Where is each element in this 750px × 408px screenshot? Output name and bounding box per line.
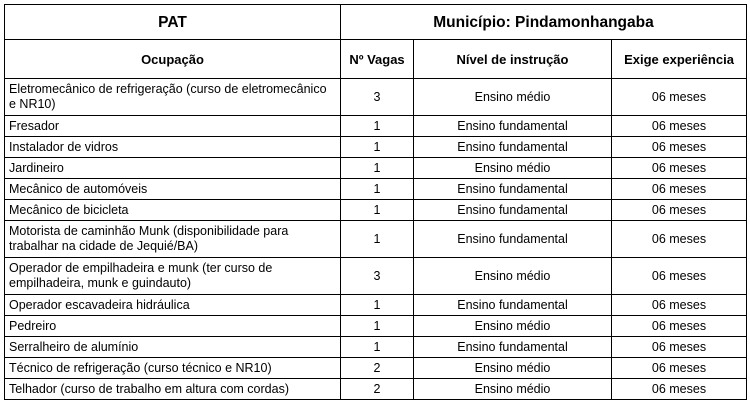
banner-title: PAT [5,5,341,40]
cell-experiencia: 06 meses [612,295,747,316]
table-row [5,116,747,137]
cell-experiencia: 06 meses [612,379,747,400]
cell-ocupacao: Telhador (curso de trabalho em altura com cordas) [5,379,341,400]
cell-vagas: 1 [341,179,414,200]
cell-ocupacao: Pedreiro [5,316,341,337]
cell-experiencia: 06 meses [612,358,747,379]
cell-ocupacao: Operador de empilhadeira e munk (ter curso de empilhadeira, munk e guindauto) [5,258,341,295]
column-header-experiencia: Exige experiência [612,40,747,79]
column-header-nivel: Nível de instrução [414,40,612,79]
cell-vagas: 2 [341,379,414,400]
cell-vagas: 1 [341,316,414,337]
cell-experiencia: 06 meses [612,316,747,337]
cell-ocupacao: Operador escavadeira hidráulica [5,295,341,316]
cell-nivel: Ensino fundamental [414,200,612,221]
cell-experiencia: 06 meses [612,137,747,158]
table-row [5,358,747,379]
cell-vagas: 1 [341,295,414,316]
table-row [5,221,747,258]
cell-ocupacao: Motorista de caminhão Munk (disponibilidade para trabalhar na cidade de Jequié/BA) [5,221,341,258]
cell-experiencia: 06 meses [612,79,747,116]
cell-experiencia: 06 meses [612,337,747,358]
cell-ocupacao: Serralheiro de alumínio [5,337,341,358]
cell-ocupacao: Instalador de vidros [5,137,341,158]
table-row [5,316,747,337]
column-header-ocupacao: Ocupação [5,40,341,79]
cell-vagas: 1 [341,116,414,137]
cell-experiencia: 06 meses [612,200,747,221]
cell-experiencia: 06 meses [612,221,747,258]
table-row [5,137,747,158]
cell-vagas: 1 [341,337,414,358]
cell-experiencia: 06 meses [612,116,747,137]
banner-row [5,5,747,40]
cell-nivel: Ensino médio [414,316,612,337]
cell-ocupacao: Mecânico de automóveis [5,179,341,200]
cell-vagas: 1 [341,137,414,158]
cell-vagas: 1 [341,200,414,221]
table-row [5,295,747,316]
cell-experiencia: 06 meses [612,158,747,179]
cell-ocupacao: Técnico de refrigeração (curso técnico e NR10) [5,358,341,379]
jobs-table [4,4,747,400]
banner-municipality: Município: Pindamonhangaba [341,5,747,40]
cell-ocupacao: Fresador [5,116,341,137]
cell-nivel: Ensino médio [414,358,612,379]
table-row [5,79,747,116]
cell-nivel: Ensino fundamental [414,179,612,200]
table-row [5,179,747,200]
cell-experiencia: 06 meses [612,258,747,295]
cell-nivel: Ensino médio [414,79,612,116]
cell-vagas: 2 [341,358,414,379]
cell-nivel: Ensino fundamental [414,221,612,258]
cell-vagas: 3 [341,79,414,116]
cell-nivel: Ensino médio [414,158,612,179]
cell-ocupacao: Mecânico de bicicleta [5,200,341,221]
table-row [5,200,747,221]
cell-vagas: 1 [341,158,414,179]
column-header-row [5,40,747,79]
column-header-vagas: Nº Vagas [341,40,414,79]
table-row [5,258,747,295]
table-row [5,158,747,179]
cell-vagas: 1 [341,221,414,258]
table-row [5,337,747,358]
cell-nivel: Ensino médio [414,258,612,295]
cell-experiencia: 06 meses [612,179,747,200]
cell-ocupacao: Eletromecânico de refrigeração (curso de eletromecânico e NR10) [5,79,341,116]
cell-nivel: Ensino fundamental [414,337,612,358]
cell-nivel: Ensino fundamental [414,137,612,158]
cell-nivel: Ensino médio [414,379,612,400]
cell-nivel: Ensino fundamental [414,116,612,137]
table-row [5,379,747,400]
cell-vagas: 3 [341,258,414,295]
cell-ocupacao: Jardineiro [5,158,341,179]
cell-nivel: Ensino fundamental [414,295,612,316]
